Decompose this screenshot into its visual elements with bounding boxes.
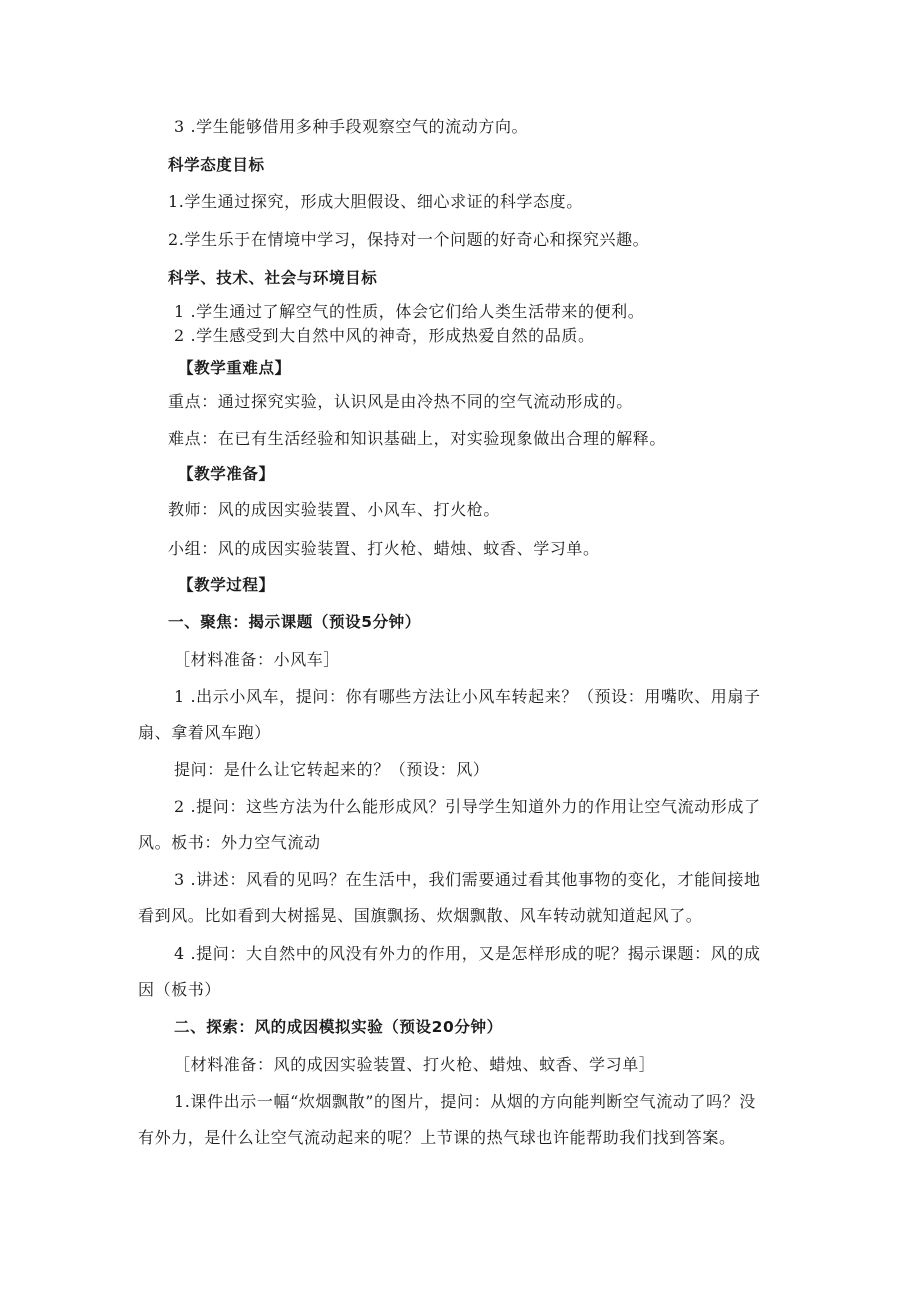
paragraph-skill-goal-3: 3 .学生能够借用多种手段观察空气的流动方向。 <box>174 117 529 136</box>
heading-process: 【教学过程】 <box>178 576 275 594</box>
paragraph-materials-1: ［材料准备：小风车］ <box>174 650 341 669</box>
paragraph-step-1: 1 .出示小风车，提问：你有哪些方法让小风车转起来？（预设：用嘴吹、用扇子 <box>174 687 761 706</box>
paragraph-step-3: 3 .讲述：风看的见吗？在生活中，我们需要通过看其他事物的变化，才能间接地 <box>174 870 761 889</box>
paragraph-step-4-cont: 因（板书） <box>138 980 222 999</box>
heading-science-attitude: 科学态度目标 <box>168 156 265 174</box>
heading-key-points: 【教学重难点】 <box>178 359 291 377</box>
paragraph-group-prep: 小组：风的成因实验装置、打火枪、蜡烛、蚊香、学习单。 <box>168 539 600 558</box>
paragraph-stse-1: 1 .学生通过了解空气的性质，体会它们给人类生活带来的便利。 <box>174 302 645 321</box>
paragraph-step-2: 2 .提问：这些方法为什么能形成风？引导学生知道外力的作用让空气流动形成了 <box>174 797 761 816</box>
heading-preparation: 【教学准备】 <box>178 465 275 483</box>
paragraph-key-point: 重点：通过探究实验，认识风是由冷热不同的空气流动形成的。 <box>168 392 633 411</box>
heading-section-2: 二、探索：风的成因模拟实验（预设20分钟） <box>174 1018 503 1036</box>
paragraph-step-1-cont: 扇、拿着风车跑） <box>138 723 271 742</box>
paragraph-step-2-cont: 风。板书：外力空气流动 <box>138 833 321 852</box>
paragraph-step-4: 4 .提问：大自然中的风没有外力的作用，又是怎样形成的呢？揭示课题：风的成 <box>174 944 761 963</box>
paragraph-section-2-step-1: 1.课件出示一幅“炊烟飘散”的图片，提问：从烟的方向能判断空气流动了吗？没 <box>174 1092 756 1111</box>
paragraph-step-3-cont: 看到风。比如看到大树摇晃、国旗飘扬、炊烟飘散、风车转动就知道起风了。 <box>138 906 703 925</box>
paragraph-difficult-point: 难点：在已有生活经验和知识基础上，对实验现象做出合理的解释。 <box>168 429 667 448</box>
paragraph-attitude-1: 1.学生通过探究，形成大胆假设、细心求证的科学态度。 <box>168 192 583 211</box>
paragraph-teacher-prep: 教师：风的成因实验装置、小风车、打火枪。 <box>168 500 501 519</box>
paragraph-attitude-2: 2.学生乐于在情境中学习，保持对一个问题的好奇心和探究兴趣。 <box>168 230 650 249</box>
paragraph-section-2-step-1-cont: 有外力，是什么让空气流动起来的呢？上节课的热气球也许能帮助我们找到答案。 <box>138 1128 736 1147</box>
paragraph-stse-2: 2 .学生感受到大自然中风的神奇，形成热爱自然的品质。 <box>174 326 595 345</box>
heading-stse-goal: 科学、技术、社会与环境目标 <box>168 269 378 287</box>
paragraph-question: 提问：是什么让它转起来的？（预设：风） <box>174 760 490 779</box>
heading-section-1: 一、聚焦：揭示课题（预设5分钟） <box>168 613 421 631</box>
paragraph-materials-2: ［材料准备：风的成因实验装置、打火枪、蜡烛、蚊香、学习单］ <box>174 1055 656 1074</box>
